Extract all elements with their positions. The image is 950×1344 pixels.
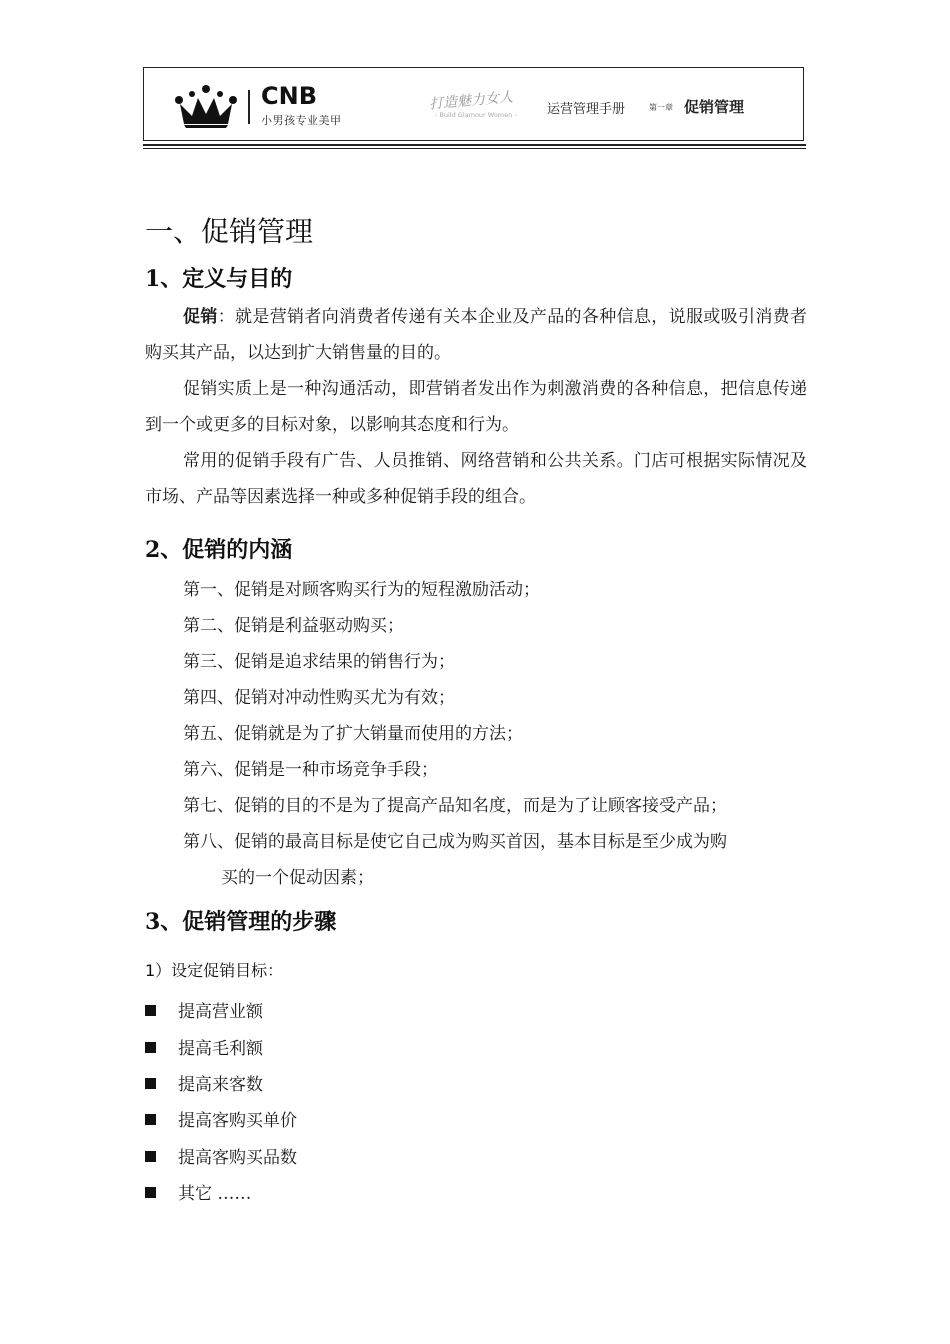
page-header [143,67,804,141]
list-item: 第七、促销的目的不是为了提高产品知名度，而是为了让顾客接受产品； [183,796,727,816]
list-item-line2: 买的一个促动因素； [221,868,374,888]
list-item: 第六、促销是一种市场竞争手段； [183,760,438,780]
list-item-line1: 第八、促销的最高目标是使它自己成为购买首因，基本目标是至少成为购 [183,832,727,852]
slogan [429,90,529,126]
crown-logo-icon [174,84,238,128]
list-item: 第三、促销是追求结果的销售行为； [183,652,455,672]
header-rule-thin [143,148,806,149]
chapter-title: 促销管理 [684,98,745,116]
list-item: 第四、促销对冲动性购买尤为有效； [183,688,455,708]
page-title: 一、促销管理 [145,215,314,248]
logo-subtitle: 小男孩专业美甲 [261,114,342,127]
paragraph-methods: 常用的促销手段有广告、人员推销、网络营销和公共关系。门店可根据实际情况及市场、产品等因素选择一种或多种促销手段的组合。 [145,451,807,507]
list-item: 第一、促销是对顾客购买行为的短程激励活动； [183,580,540,600]
section-heading-definition: 1、定义与目的 [145,266,293,292]
paragraph-lead: 促销 [183,307,218,327]
cnb-logo-mark [261,82,323,108]
chapter-number: 第一章 [649,103,673,112]
sub-heading-goals: 1）设定促销目标： [145,961,284,980]
bullet-item: 提高客购买品数 [145,1143,297,1168]
paragraph-essence: 促销实质上是一种沟通活动，即营销者发出作为刺激消费的各种信息，把信息传递到一个或更多的目标对象，以影响其态度和行为。 [145,379,807,435]
slogan-chinese: 打造魅力女人 [428,89,514,113]
square-bullet-icon [145,1078,156,1089]
section-heading-steps: 3、促销管理的步骤 [145,909,337,935]
square-bullet-icon [145,1114,156,1125]
square-bullet-icon [145,1187,156,1198]
header-rule-thick [143,144,806,146]
logo-divider [248,90,250,124]
bullet-item: 其它 …… [145,1179,251,1204]
svg-text:CNB: CNB [261,82,317,108]
square-bullet-icon [145,1151,156,1162]
list-item: 第五、促销就是为了扩大销量而使用的方法； [183,724,523,744]
square-bullet-icon [145,1005,156,1016]
bullet-item: 提高营业额 [145,997,263,1022]
bullet-item: 提高客购买单价 [145,1106,297,1131]
paragraph-text: ：就是营销者向消费者传递有关本企业及产品的各种信息，说服或吸引消费者购买其产品，以达到扩大销售量的目的。 [145,307,808,363]
list-item: 第二、促销是利益驱动购买； [183,616,404,636]
square-bullet-icon [145,1042,156,1053]
manual-title: 运营管理手册 [547,102,626,117]
bullet-item: 提高毛利额 [145,1034,263,1059]
slogan-english: - Build Glamour Women - [435,111,517,119]
paragraph-definition [145,299,807,371]
section-heading-connotation: 2、促销的内涵 [145,537,293,563]
bullet-item: 提高来客数 [145,1070,263,1095]
